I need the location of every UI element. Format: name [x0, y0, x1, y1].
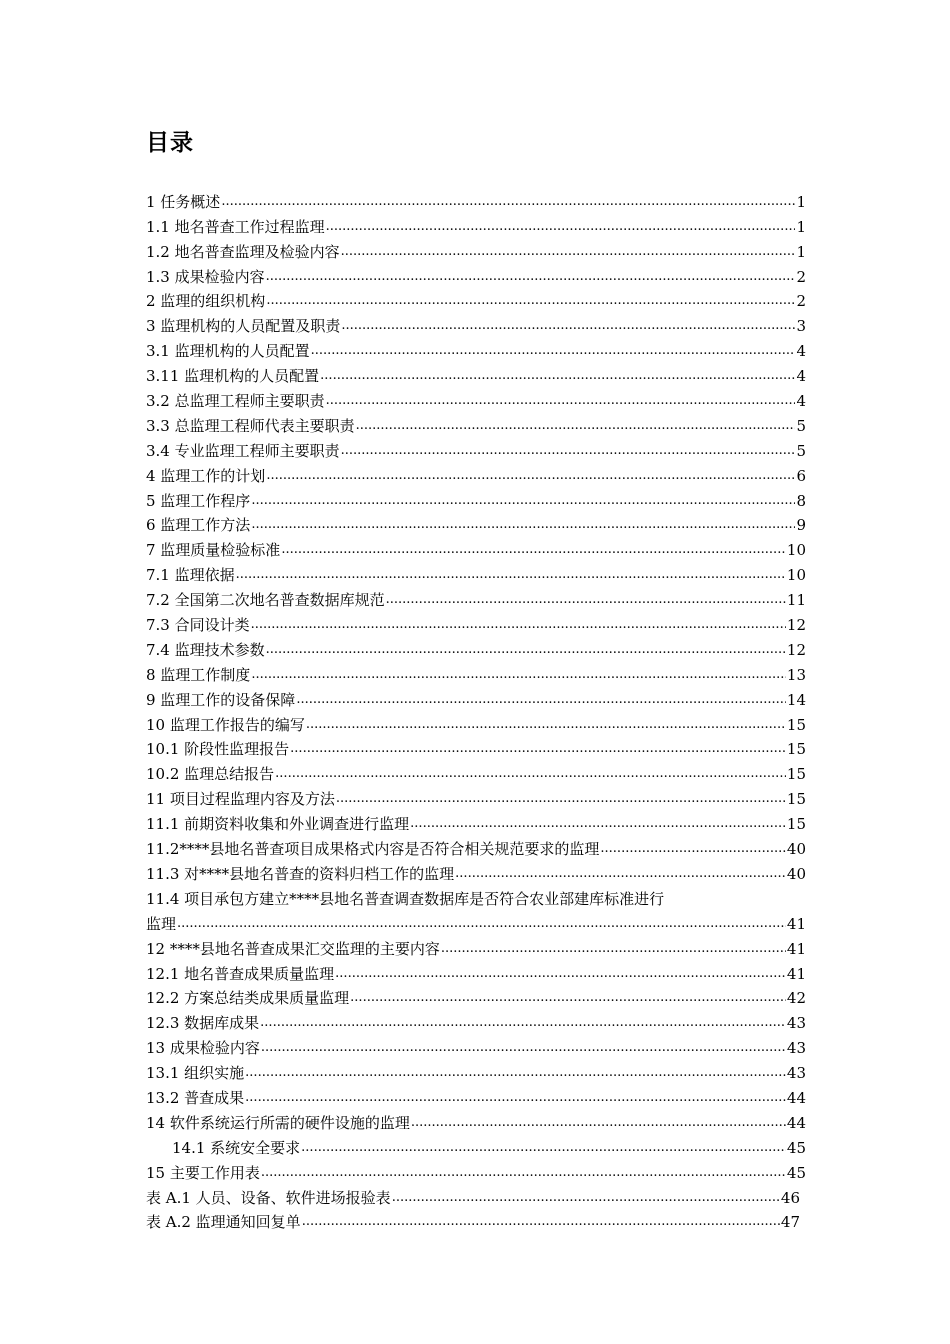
toc-entry-page: 15	[786, 740, 806, 759]
dot-leader	[245, 1089, 786, 1107]
toc-entry-label: 3.4 专业监理工程师主要职责	[146, 441, 340, 460]
toc-entry-page: 47	[780, 1213, 800, 1232]
dot-leader	[251, 516, 795, 534]
dot-leader	[221, 193, 795, 211]
dot-leader	[281, 541, 786, 559]
toc-entry-label: 11.1 前期资料收集和外业调查进行监理	[146, 815, 410, 834]
dot-leader	[301, 1139, 786, 1157]
dot-leader	[455, 865, 786, 883]
toc-entry[interactable]	[146, 659, 806, 684]
toc-entry-page: 4	[796, 392, 806, 411]
toc-entry-label: 14.1 系统安全要求	[172, 1138, 301, 1157]
toc-entry-page: 1	[796, 192, 806, 211]
toc-entry[interactable]	[146, 211, 806, 236]
toc-entry[interactable]	[146, 410, 806, 435]
toc-entry[interactable]	[146, 286, 806, 311]
toc-entry-page: 14	[786, 690, 806, 709]
dot-leader	[266, 268, 796, 286]
toc-entry-label: 3.1 监理机构的人员配置	[146, 342, 310, 361]
toc-entry[interactable]	[146, 335, 806, 360]
dot-leader	[341, 442, 796, 460]
toc-entry-page: 4	[796, 367, 806, 386]
toc-entry[interactable]	[146, 1157, 806, 1182]
toc-entry-label: 3.11 监理机构的人员配置	[146, 367, 320, 386]
toc-entry[interactable]	[146, 833, 806, 858]
toc-entry-page: 15	[786, 715, 806, 734]
toc-entry-label: 11.2****县地名普查项目成果格式内容是否符合相关规范要求的监理	[146, 840, 600, 859]
toc-entry-label: 13 成果检验内容	[146, 1039, 260, 1058]
toc-entry-label: 3.3 总监理工程师代表主要职责	[146, 416, 355, 435]
toc-entry-wrap-line[interactable]	[146, 883, 806, 908]
toc-entry[interactable]	[146, 1182, 800, 1207]
toc-entry-label: 1 任务概述	[146, 192, 221, 211]
toc-entry-label: 表 A.2 监理通知回复单	[146, 1213, 301, 1232]
toc-entry-label: 12.2 方案总结类成果质量监理	[146, 989, 350, 1008]
toc-entry-page: 43	[786, 1039, 806, 1058]
toc-entry[interactable]	[146, 236, 806, 261]
toc-entry-label-line1: 11.4 项目承包方建立****县地名普查调查数据库是否符合农业部建库标准进行	[146, 889, 665, 908]
toc-entry-label: 12 ****县地名普查成果汇交监理的主要内容	[146, 939, 440, 958]
dot-leader	[336, 790, 786, 808]
dot-leader	[266, 467, 795, 485]
toc-entry-label: 7.4 监理技术参数	[146, 640, 265, 659]
toc-entry-page: 40	[786, 864, 806, 883]
toc-entry-label: 1.3 成果检验内容	[146, 267, 265, 286]
dot-leader	[306, 716, 786, 734]
toc-entry-label: 7.1 监理依据	[146, 566, 235, 585]
table-of-contents	[146, 186, 806, 1231]
toc-entry[interactable]	[146, 758, 806, 783]
toc-entry-label: 1.1 地名普查工作过程监理	[146, 217, 325, 236]
toc-entry[interactable]	[146, 510, 806, 535]
toc-entry-page: 41	[786, 914, 806, 933]
toc-entry[interactable]	[146, 634, 806, 659]
toc-entry-page: 44	[786, 1088, 806, 1107]
toc-entry-label: 10.2 监理总结报告	[146, 765, 275, 784]
toc-entry[interactable]	[146, 1082, 806, 1107]
toc-entry[interactable]	[146, 808, 806, 833]
toc-entry[interactable]	[146, 609, 806, 634]
toc-entry-page: 15	[786, 790, 806, 809]
toc-entry[interactable]	[146, 908, 806, 933]
toc-entry-page: 2	[796, 292, 806, 311]
dot-leader	[260, 1014, 786, 1032]
toc-entry-label: 6 监理工作方法	[146, 516, 251, 535]
toc-entry-page: 15	[786, 765, 806, 784]
toc-entry-page: 45	[786, 1163, 806, 1182]
dot-leader	[251, 616, 786, 634]
toc-entry-page: 15	[786, 815, 806, 834]
toc-entry-label: 13.1 组织实施	[146, 1064, 245, 1083]
dot-leader	[411, 1114, 786, 1132]
dot-leader	[302, 1213, 780, 1231]
toc-entry[interactable]	[146, 958, 806, 983]
dot-leader	[251, 666, 786, 684]
dot-leader	[341, 243, 796, 261]
toc-entry[interactable]	[146, 460, 806, 485]
dot-leader	[261, 1164, 786, 1182]
toc-entry[interactable]	[146, 186, 806, 211]
toc-entry-label: 7.2 全国第二次地名普查数据库规范	[146, 591, 385, 610]
toc-entry-page: 12	[786, 616, 806, 635]
dot-leader	[251, 492, 795, 510]
toc-entry-label: 1.2 地名普查监理及检验内容	[146, 242, 340, 261]
toc-entry[interactable]	[146, 709, 806, 734]
toc-entry-page: 44	[786, 1113, 806, 1132]
toc-entry[interactable]	[146, 858, 806, 883]
toc-entry-label: 8 监理工作制度	[146, 665, 251, 684]
toc-entry[interactable]	[146, 559, 806, 584]
toc-entry-page: 42	[786, 989, 806, 1008]
toc-entry[interactable]	[146, 435, 806, 460]
dot-leader	[441, 940, 786, 958]
dot-leader	[600, 840, 786, 858]
toc-entry-page: 3	[796, 317, 806, 336]
dot-leader	[236, 566, 786, 584]
toc-entry[interactable]	[146, 485, 806, 510]
toc-entry-label: 11 项目过程监理内容及方法	[146, 790, 335, 809]
toc-entry-label: 表 A.1 人员、设备、软件进场报验表	[146, 1188, 391, 1207]
toc-entry-label: 10 监理工作报告的编写	[146, 715, 305, 734]
dot-leader	[386, 591, 786, 609]
toc-entry-page: 41	[786, 964, 806, 983]
toc-entry[interactable]	[146, 684, 806, 709]
dot-leader	[335, 965, 786, 983]
toc-entry[interactable]	[146, 1007, 806, 1032]
toc-entry[interactable]	[146, 1032, 806, 1057]
dot-leader	[296, 691, 786, 709]
toc-entry-page: 13	[786, 665, 806, 684]
dot-leader	[326, 218, 796, 236]
toc-entry-label: 14 软件系统运行所需的硬件设施的监理	[146, 1113, 410, 1132]
toc-entry-page: 10	[786, 541, 806, 560]
toc-entry-label: 监理	[146, 914, 177, 933]
toc-entry-page: 43	[786, 1064, 806, 1083]
toc-entry-page: 40	[786, 840, 806, 859]
dot-leader	[326, 392, 796, 410]
toc-entry-label: 7 监理质量检验标准	[146, 541, 281, 560]
toc-entry-page: 12	[786, 640, 806, 659]
dot-leader	[290, 740, 786, 758]
toc-entry-page: 4	[796, 342, 806, 361]
toc-entry-page: 9	[796, 516, 806, 535]
toc-entry-page: 5	[796, 441, 806, 460]
toc-entry-page: 1	[796, 242, 806, 261]
toc-entry-label: 3.2 总监理工程师主要职责	[146, 392, 325, 411]
dot-leader	[311, 342, 796, 360]
toc-entry-page: 11	[786, 591, 806, 610]
toc-entry-page: 5	[796, 416, 806, 435]
dot-leader	[275, 765, 786, 783]
toc-entry-page: 6	[796, 466, 806, 485]
toc-entry[interactable]	[146, 1207, 800, 1232]
toc-entry[interactable]	[146, 360, 806, 385]
toc-entry-page: 45	[786, 1138, 806, 1157]
toc-entry[interactable]	[146, 1107, 806, 1132]
toc-entry-label: 10.1 阶段性监理报告	[146, 740, 290, 759]
dot-leader	[341, 317, 795, 335]
toc-entry-label: 7.3 合同设计类	[146, 616, 250, 635]
dot-leader	[392, 1189, 780, 1207]
toc-entry-page: 8	[796, 491, 806, 510]
toc-entry[interactable]	[146, 584, 806, 609]
toc-title: 目录	[146, 130, 194, 156]
toc-entry[interactable]	[146, 983, 806, 1008]
toc-entry-label: 2 监理的组织机构	[146, 292, 266, 311]
toc-entry-label: 15 主要工作用表	[146, 1163, 260, 1182]
toc-entry[interactable]	[146, 734, 806, 759]
toc-entry-page: 41	[786, 939, 806, 958]
toc-entry[interactable]	[146, 261, 806, 286]
toc-entry-label: 12.3 数据库成果	[146, 1014, 260, 1033]
toc-entry-page: 43	[786, 1014, 806, 1033]
toc-entry-page: 46	[780, 1188, 800, 1207]
dot-leader	[177, 915, 786, 933]
toc-entry-page: 1	[796, 217, 806, 236]
toc-entry[interactable]	[146, 933, 806, 958]
toc-entry-label: 9 监理工作的设备保障	[146, 690, 296, 709]
toc-entry-label: 3 监理机构的人员配置及职责	[146, 317, 341, 336]
toc-entry-label: 11.3 对****县地名普查的资料归档工作的监理	[146, 864, 455, 883]
toc-entry-label: 12.1 地名普查成果质量监理	[146, 964, 335, 983]
toc-entry[interactable]	[146, 385, 806, 410]
toc-entry[interactable]	[146, 1057, 806, 1082]
toc-entry[interactable]	[146, 1132, 806, 1157]
toc-entry-page: 10	[786, 566, 806, 585]
dot-leader	[266, 292, 795, 310]
toc-entry-label: 13.2 普查成果	[146, 1088, 245, 1107]
toc-entry[interactable]	[146, 534, 806, 559]
dot-leader	[261, 1039, 786, 1057]
toc-entry-page: 2	[796, 267, 806, 286]
toc-entry-label: 4 监理工作的计划	[146, 466, 266, 485]
toc-entry-label: 5 监理工作程序	[146, 491, 251, 510]
dot-leader	[266, 641, 786, 659]
dot-leader	[245, 1064, 786, 1082]
dot-leader	[320, 367, 795, 385]
dot-leader	[356, 417, 796, 435]
dot-leader	[410, 815, 786, 833]
toc-entry[interactable]	[146, 310, 806, 335]
dot-leader	[350, 989, 786, 1007]
toc-entry[interactable]	[146, 783, 806, 808]
